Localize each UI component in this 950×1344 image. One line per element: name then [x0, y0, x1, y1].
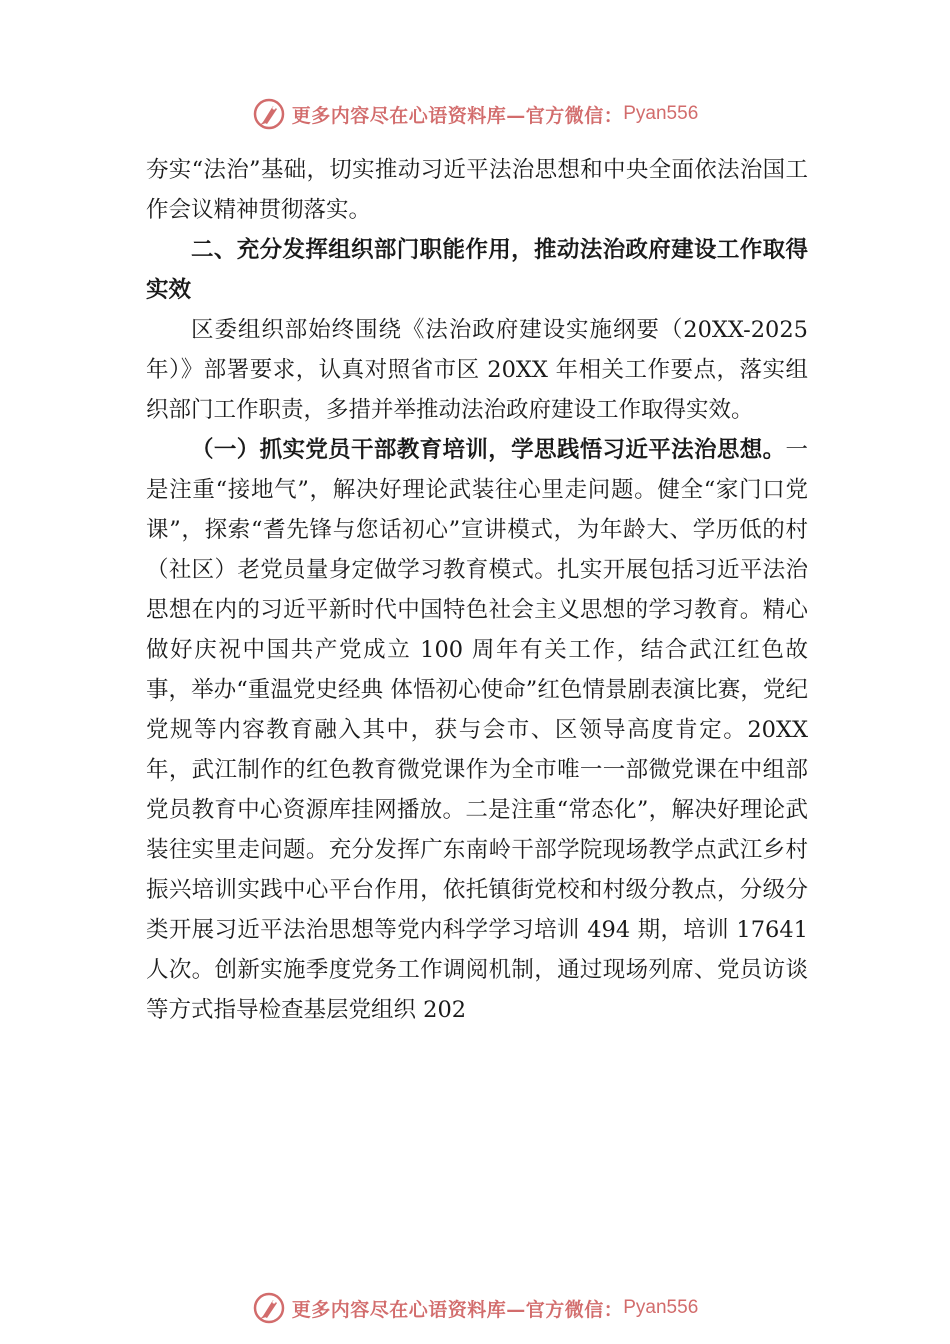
watermark-contact: Pyan556 [623, 1297, 699, 1318]
watermark-banner-top [0, 96, 950, 132]
section-heading-2: 二、充分发挥组织部门职能作用，推动法治政府建设工作取得实效 [146, 237, 808, 303]
paragraph-3-body: 一是注重“接地气”，解决好理论武装往心里走问题。健全“家门口党课”，探索“耆先锋与您话初心”宣讲模式，为年龄大、学历低的村（社区）老党员量身定做学习教育模式。扎实开展包括习近平法治思想在内的习近平新时代中国特色社会主义思想的学习教育。精心做好庆祝中国共产党成立 100 周年有关工作，结合武江红色故事，举办“重温党史经典 体悟初心使命”红色情景剧表演比赛，党纪党规等内容教育融入其中，获与会市、区领导高度肯定。20XX 年，武江制作的红色教育微党课作为全市唯一一部微党课在中组部党员教育中心资源库挂网播放。二是注重“常态化”，解决好理论武装往实里走问题。充分发挥广东南岭干部学院现场教学点武江乡村振兴培训实践中心平台作用，依托镇街党校和村级分教点，分级分类开展习近平法治思想等党内科学学习培训 494 期，培训 17641 人次。创新实施季度党务工作调阅机制，通过现场列席、党员访谈等方式指导检查基层党组织 202 [146, 437, 808, 1023]
watermark-text: 更多内容尽在心语资料库—官方微信： [291, 104, 624, 127]
paragraph-3 [146, 430, 808, 1030]
document-body [146, 150, 808, 1030]
watermark-banner-bottom [0, 1290, 950, 1326]
pen-nib-logo-icon [252, 1291, 286, 1325]
paragraph-1: 夯实“法治”基础，切实推动习近平法治思想和中央全面依法治国工作会议精神贯彻落实。 [146, 157, 808, 223]
paragraph-2: 区委组织部始终围绕《法治政府建设实施纲要（20XX-2025年）》部署要求，认真对照省市区 20XX 年相关工作要点，落实组织部门工作职责，多措并举推动法治政府建设工作取得实效。 [146, 317, 808, 423]
watermark-contact: Pyan556 [623, 103, 699, 124]
watermark-text: 更多内容尽在心语资料库—官方微信： [291, 1298, 624, 1321]
pen-nib-logo-icon [252, 97, 286, 131]
subsection-heading-1: （一）抓实党员干部教育培训，学思践悟习近平法治思想。 [191, 437, 786, 463]
